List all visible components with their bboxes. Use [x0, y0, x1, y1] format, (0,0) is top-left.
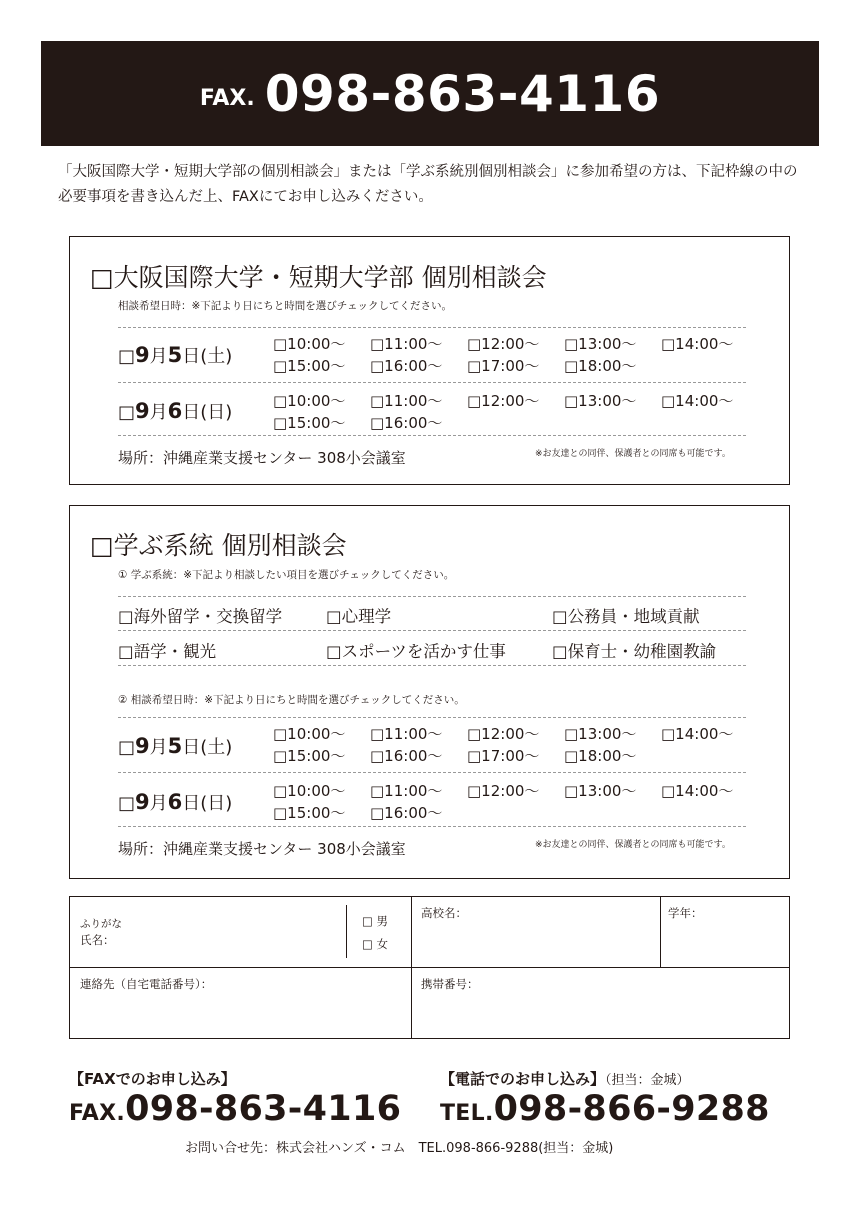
section2-venue: 場所：沖縄産業支援センター 308小会議室 [118, 840, 406, 858]
header-fax-label: FAX. [199, 86, 255, 111]
time-slot-checkbox[interactable]: □16:00〜 [370, 414, 443, 432]
subject-checkbox[interactable]: □スポーツを活かす仕事 [326, 642, 506, 661]
time-slot-checkbox[interactable]: □14:00〜 [661, 392, 734, 410]
tel-application-heading: 【電話でのお申し込み】（担当：金城） [440, 1070, 690, 1088]
time-slot-checkbox[interactable]: □16:00〜 [370, 804, 443, 822]
section1-note: 相談希望日時：※下記より日にちと時間を選びチェックしてください。 [118, 300, 452, 312]
time-slot-checkbox[interactable]: □16:00〜 [370, 747, 443, 765]
footer-fax-number: FAX.098-863-4116 [69, 1089, 402, 1129]
time-slot-checkbox[interactable]: □17:00〜 [467, 357, 540, 375]
divider [118, 435, 746, 436]
time-slot-checkbox[interactable]: □18:00〜 [564, 357, 637, 375]
time-slot-checkbox[interactable]: □12:00〜 [467, 392, 540, 410]
s1-day1-checkbox[interactable]: □9月5日(土) [118, 343, 233, 367]
time-slot-checkbox[interactable]: □11:00〜 [370, 782, 443, 800]
form-divider [346, 905, 347, 958]
time-slot-checkbox[interactable]: □18:00〜 [564, 747, 637, 765]
name-field[interactable]: 氏名： [80, 933, 115, 947]
time-slot-checkbox[interactable]: □16:00〜 [370, 357, 443, 375]
divider [118, 630, 746, 631]
s2-day1-checkbox[interactable]: □9月5日(土) [118, 734, 233, 758]
subject-checkbox[interactable]: □海外留学・交換留学 [118, 607, 283, 626]
time-slot-checkbox[interactable]: □10:00〜 [273, 392, 346, 410]
tel-contact-person: （担当：金城） [605, 1073, 690, 1088]
time-slot-checkbox[interactable]: □11:00〜 [370, 725, 443, 743]
time-slot-checkbox[interactable]: □14:00〜 [661, 725, 734, 743]
section2-title: □学ぶ系統 個別相談会 [90, 531, 347, 560]
divider [118, 382, 746, 383]
section1-companion-note: ※お友達との同伴、保護者との同席も可能です。 [535, 449, 731, 459]
form-divider [69, 967, 790, 968]
s1-day2-checkbox[interactable]: □9月6日(日) [118, 399, 233, 423]
divider [118, 717, 746, 718]
subject-checkbox[interactable]: □保育士・幼稚園教諭 [552, 642, 717, 661]
time-slot-checkbox[interactable]: □12:00〜 [467, 335, 540, 353]
mobile-phone-field[interactable]: 携帯番号： [421, 977, 479, 991]
time-slot-checkbox[interactable]: □15:00〜 [273, 747, 346, 765]
time-slot-checkbox[interactable]: □17:00〜 [467, 747, 540, 765]
subject-checkbox[interactable]: □心理学 [326, 607, 392, 626]
subject-checkbox[interactable]: □語学・観光 [118, 642, 217, 661]
footer-tel-number: TEL.098-866-9288 [440, 1089, 770, 1129]
time-slot-checkbox[interactable]: □13:00〜 [564, 782, 637, 800]
time-slot-checkbox[interactable]: □12:00〜 [467, 725, 540, 743]
home-phone-field[interactable]: 連絡先（自宅電話番号）： [80, 977, 213, 991]
section2-note2: ② 相談希望日時：※下記より日にちと時間を選びチェックしてください。 [118, 694, 465, 706]
time-slot-checkbox[interactable]: □12:00〜 [467, 782, 540, 800]
time-slot-checkbox[interactable]: □14:00〜 [661, 335, 734, 353]
section1-venue: 場所：沖縄産業支援センター 308小会議室 [118, 449, 406, 467]
school-name-field[interactable]: 高校名： [421, 906, 467, 920]
divider [118, 772, 746, 773]
subject-checkbox[interactable]: □公務員・地域貢献 [552, 607, 700, 626]
female-checkbox[interactable]: □ 女 [362, 937, 389, 951]
header-fax-bar [41, 41, 819, 146]
time-slot-checkbox[interactable]: □10:00〜 [273, 335, 346, 353]
intro-text: 「大阪国際大学・短期大学部の個別相談会」または「学ぶ系統別個別相談会」に参加希望の方は、下記枠線の中の必要事項を書き込んだ上、FAXにてお申し込みください。 [58, 164, 798, 205]
section2-note1: ① 学ぶ系統：※下記より相談したい項目を選びチェックしてください。 [118, 569, 455, 581]
time-slot-checkbox[interactable]: □15:00〜 [273, 357, 346, 375]
divider [118, 596, 746, 597]
inquiry-contact: お問い合せ先：株式会社ハンズ・コム TEL.098-866-9288(担当：金城) [185, 1141, 614, 1156]
furigana-label: ふりがな [80, 918, 122, 930]
time-slot-checkbox[interactable]: □14:00〜 [661, 782, 734, 800]
time-slot-checkbox[interactable]: □11:00〜 [370, 392, 443, 410]
section2-companion-note: ※お友達との同伴、保護者との同席も可能です。 [535, 840, 731, 850]
time-slot-checkbox[interactable]: □11:00〜 [370, 335, 443, 353]
divider [118, 665, 746, 666]
form-divider [660, 896, 661, 967]
grade-field[interactable]: 学年： [668, 906, 703, 920]
time-slot-checkbox[interactable]: □13:00〜 [564, 392, 637, 410]
s2-day2-checkbox[interactable]: □9月6日(日) [118, 790, 233, 814]
divider [118, 327, 746, 328]
male-checkbox[interactable]: □ 男 [362, 914, 389, 928]
header-fax-number: 098-863-4116 [264, 64, 661, 123]
section1-title: □大阪国際大学・短期大学部 個別相談会 [90, 263, 547, 292]
time-slot-checkbox[interactable]: □13:00〜 [564, 725, 637, 743]
divider [118, 826, 746, 827]
form-divider [411, 896, 412, 1039]
fax-application-heading: 【FAXでのお申し込み】 [69, 1070, 236, 1088]
time-slot-checkbox[interactable]: □13:00〜 [564, 335, 637, 353]
time-slot-checkbox[interactable]: □10:00〜 [273, 782, 346, 800]
time-slot-checkbox[interactable]: □10:00〜 [273, 725, 346, 743]
time-slot-checkbox[interactable]: □15:00〜 [273, 804, 346, 822]
time-slot-checkbox[interactable]: □15:00〜 [273, 414, 346, 432]
